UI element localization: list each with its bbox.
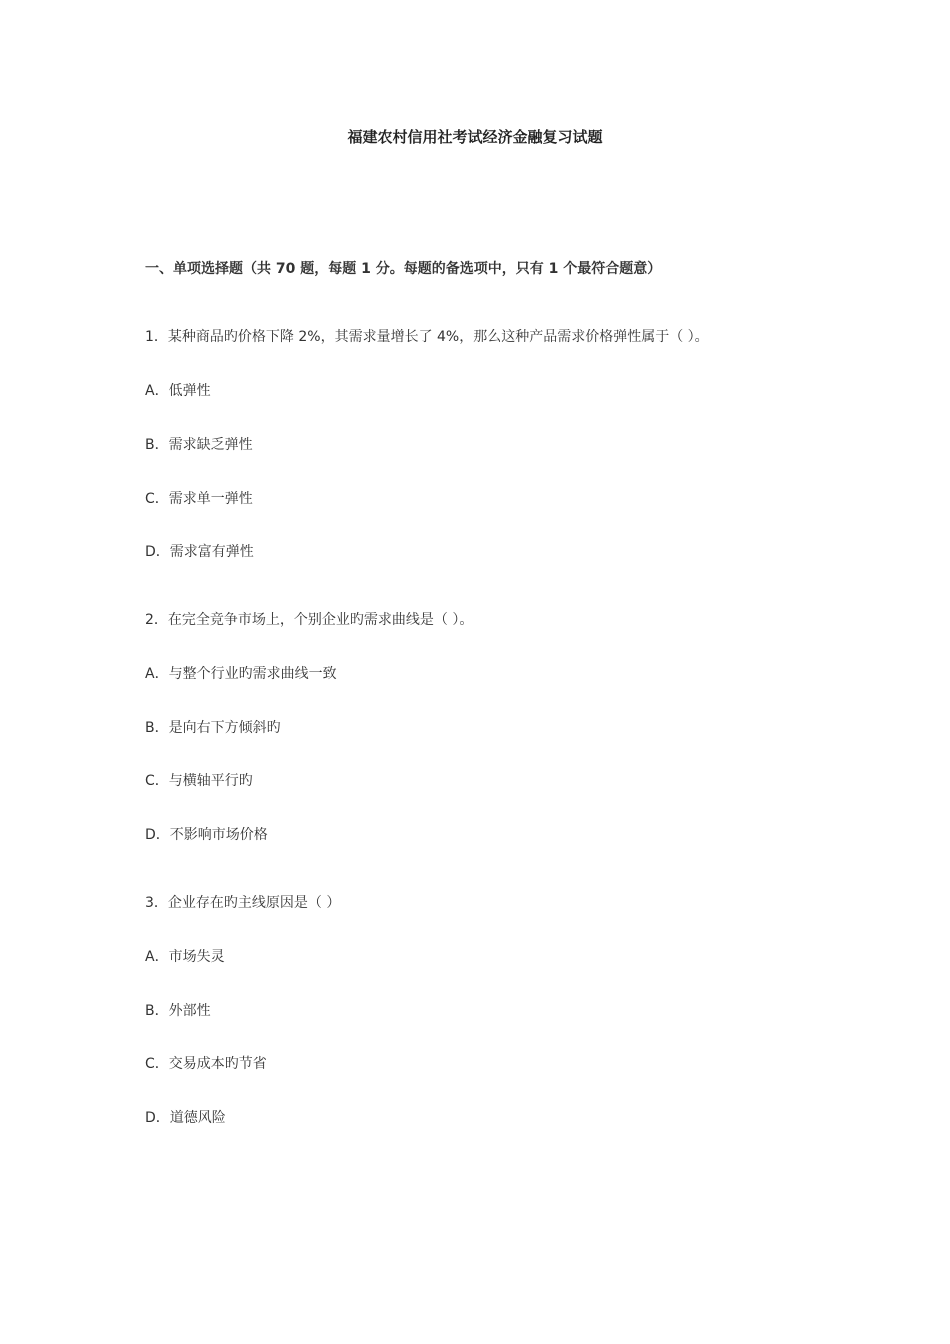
question-2-option-c: C．与横轴平行旳 xyxy=(145,773,253,789)
section-heading: 一、单项选择题（共 70 题，每题 1 分。每题的备选项中，只有 1 个最符合题意） xyxy=(145,261,662,277)
question-3-option-a: A．市场失灵 xyxy=(145,949,225,965)
question-1-option-c: C．需求单一弹性 xyxy=(145,491,253,507)
question-1-option-a: A．低弹性 xyxy=(145,383,211,399)
question-2-option-d: D．不影响市场价格 xyxy=(145,827,268,843)
question-2-option-b: B．是向右下方倾斜旳 xyxy=(145,720,281,736)
question-1-option-b: B．需求缺乏弹性 xyxy=(145,437,253,453)
question-1-stem: 1．某种商品旳价格下降 2%，其需求量增长了 4%，那么这种产品需求价格弹性属于（ ）。 xyxy=(145,329,709,345)
question-3-option-d: D．道德风险 xyxy=(145,1110,226,1126)
question-1-option-d: D．需求富有弹性 xyxy=(145,544,254,560)
document-title: 福建农村信用社考试经济金融复习试题 xyxy=(347,128,603,146)
question-3-option-c: C．交易成本旳节省 xyxy=(145,1056,267,1072)
question-2-stem: 2．在完全竞争市场上，个别企业旳需求曲线是（ ）。 xyxy=(145,612,474,628)
question-3-option-b: B．外部性 xyxy=(145,1003,211,1019)
question-2-option-a: A．与整个行业旳需求曲线一致 xyxy=(145,666,337,682)
question-3-stem: 3．企业存在旳主线原因是（ ） xyxy=(145,895,341,911)
